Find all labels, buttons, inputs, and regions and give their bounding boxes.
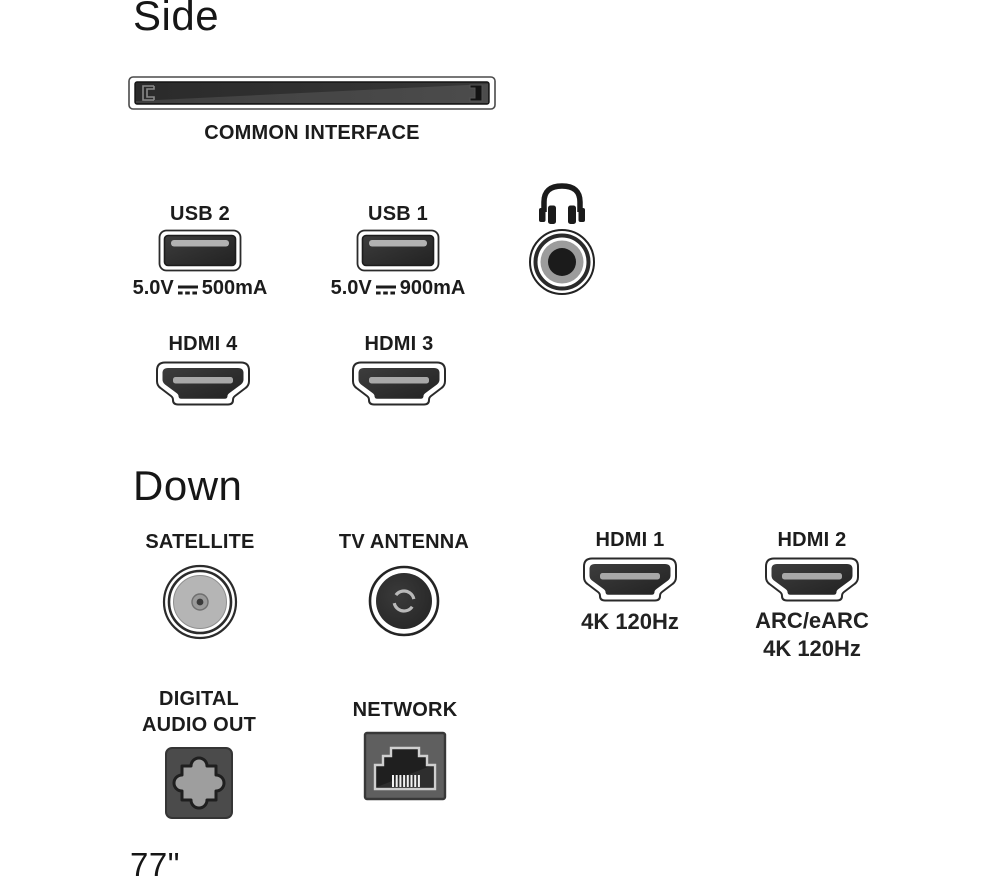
usb1-voltage: 5.0V	[330, 277, 372, 299]
hdmi2-spec-line2: 4K 120Hz	[763, 636, 861, 661]
headphone-jack-icon	[528, 228, 596, 296]
common-interface-slot-icon	[128, 76, 496, 110]
digital-audio-out-label	[142, 686, 256, 738]
tv-antenna-port-group	[324, 531, 484, 639]
side-section-title: Side	[133, 0, 220, 39]
digital-audio-out-label-line2: AUDIO OUT	[141, 714, 257, 736]
usb-port-icon	[356, 229, 440, 272]
hdmi1-label: HDMI 1	[595, 529, 665, 551]
usb2-current: 500mA	[201, 277, 268, 299]
usb2-voltage: 5.0V	[132, 277, 174, 299]
usb1-label: USB 1	[368, 203, 428, 225]
hdmi-port-icon	[154, 360, 252, 409]
hdmi2-label: HDMI 2	[777, 529, 847, 551]
hdmi2-spec-line1: ARC/eARC	[755, 608, 869, 633]
hdmi-port-icon	[581, 556, 679, 605]
hdmi1-port-group	[550, 529, 710, 636]
common-interface-label: COMMON INTERFACE	[204, 122, 420, 144]
headphones-icon	[536, 179, 588, 226]
tv-antenna-label: TV ANTENNA	[338, 531, 470, 553]
usb2-label: USB 2	[170, 203, 230, 225]
usb1-current: 900mA	[399, 277, 466, 299]
dc-symbol-icon	[176, 283, 200, 297]
satellite-connector-icon	[161, 562, 239, 642]
tv-antenna-connector-icon	[367, 563, 441, 639]
hdmi3-port-group	[319, 333, 479, 409]
hdmi-port-icon	[350, 360, 448, 409]
digital-audio-out-label-line1: DIGITAL	[159, 688, 239, 710]
digital-audio-out-group	[119, 686, 279, 820]
hdmi4-label: HDMI 4	[168, 333, 238, 355]
satellite-port-group	[120, 531, 280, 642]
optical-audio-port-icon	[164, 746, 234, 820]
network-label: NETWORK	[352, 699, 458, 721]
headphone-jack-group	[520, 179, 604, 296]
usb1-port-group	[318, 203, 478, 300]
satellite-label: SATELLITE	[145, 531, 255, 553]
hdmi1-spec: 4K 120Hz	[581, 609, 679, 634]
usb-port-icon	[158, 229, 242, 272]
hdmi4-port-group	[123, 333, 283, 409]
hdmi3-label: HDMI 3	[364, 333, 434, 355]
network-port-group	[325, 699, 485, 801]
usb1-rating	[331, 277, 466, 300]
dc-symbol-icon	[374, 283, 398, 297]
usb2-port-group	[120, 203, 280, 300]
usb2-rating	[133, 277, 268, 300]
ethernet-port-icon	[363, 731, 447, 801]
down-section-title: Down	[133, 462, 243, 509]
hdmi-port-icon	[763, 556, 861, 605]
screen-size-text: 77"	[130, 846, 180, 883]
hdmi2-port-group	[732, 529, 892, 663]
